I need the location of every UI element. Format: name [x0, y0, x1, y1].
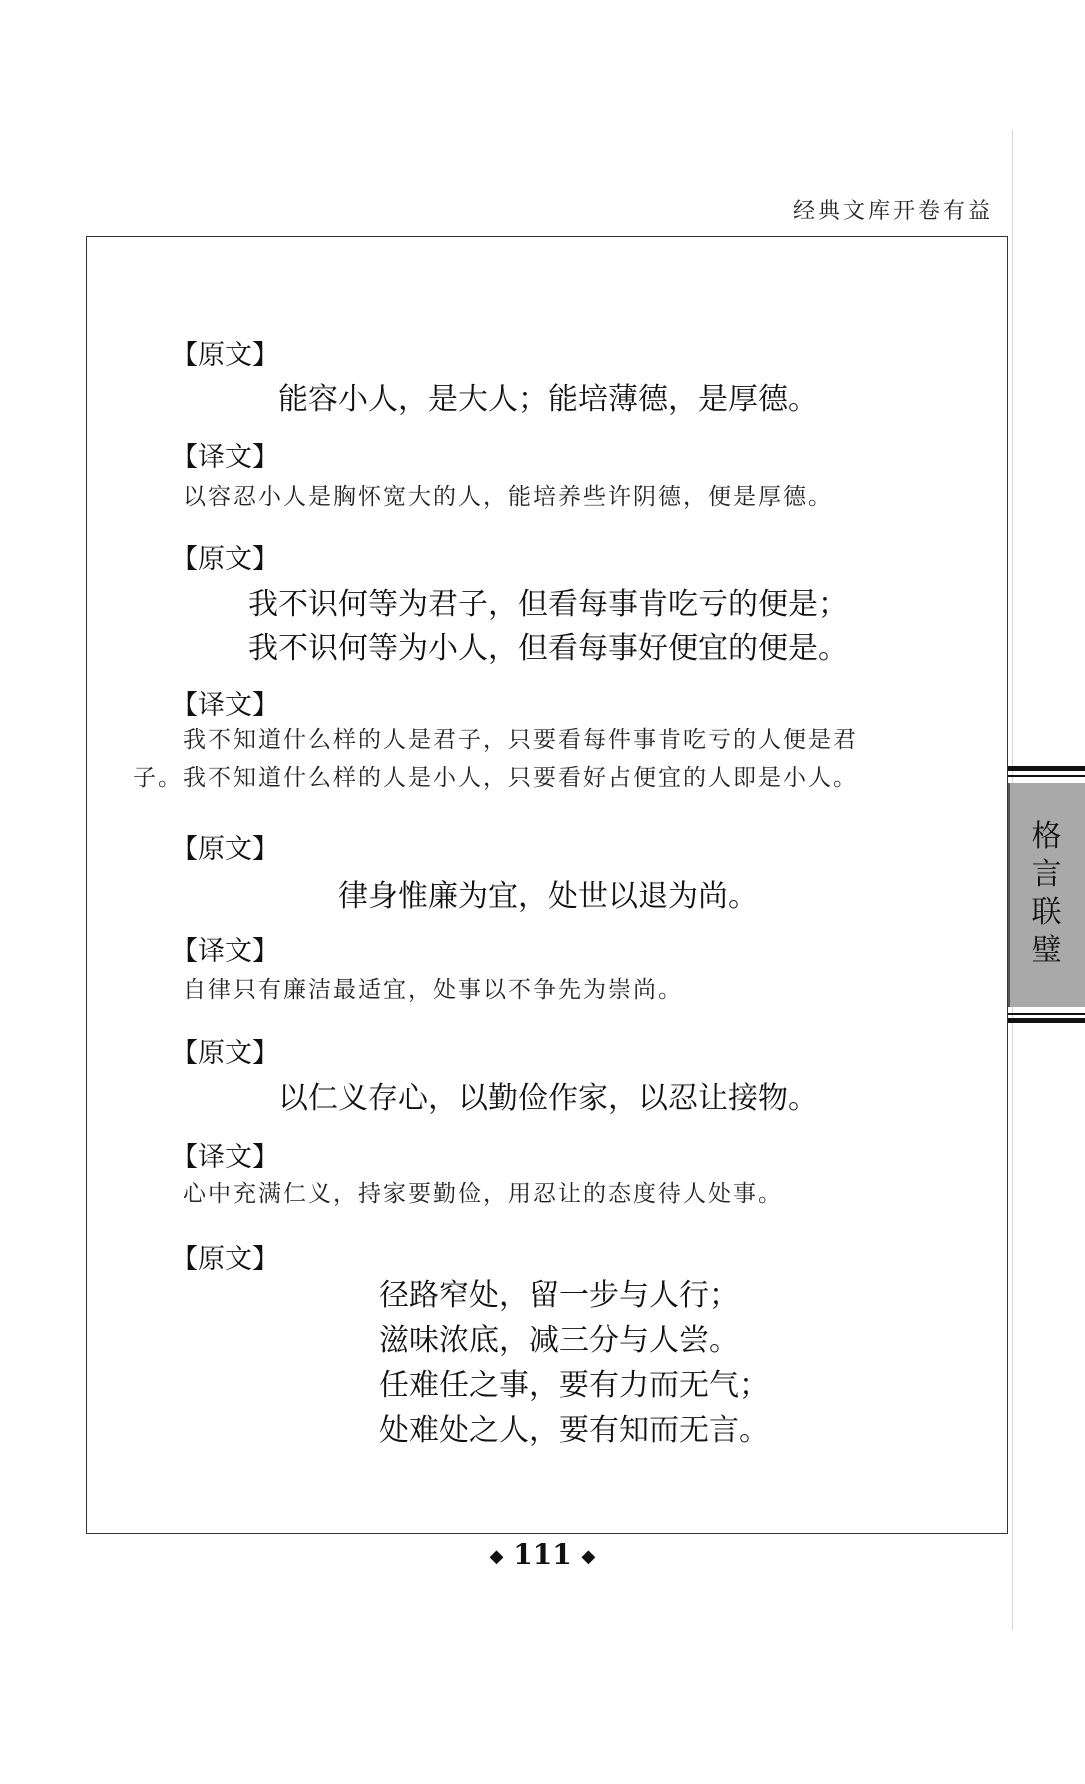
translation-paragraph: 我不知道什么样的人是君子，只要看每件事肯吃亏的人便是君子。我不知道什么样的人是小人，只要看好占便宜的人即是小人。: [133, 727, 858, 791]
verse-line: 处难处之人，要有知而无言。: [379, 1413, 769, 1448]
entry-label: 【原文】: [171, 340, 279, 371]
entry-label: 【译文】: [171, 1142, 279, 1173]
tab-rule-top-thin: [1008, 775, 1085, 777]
chapter-side-tab: [1008, 766, 1085, 1024]
translation-text: 以容忍小人是胸怀宽大的人，能培养些许阴德，便是厚德。: [183, 484, 833, 510]
translation-text: 心中充满仁义，持家要勤俭，用忍让的态度待人处事。: [183, 1181, 783, 1207]
entry-label: 【译文】: [171, 690, 279, 721]
verse-line: 径路窄处，留一步与人行；: [379, 1278, 739, 1313]
tab-char: 格: [1031, 819, 1062, 854]
entry-label: 【原文】: [171, 1244, 279, 1275]
original-text: 以仁义存心，以勤俭作家，以忍让接物。: [278, 1081, 818, 1116]
original-text: 我不识何等为小人，但看每事好便宜的便是。: [248, 631, 848, 666]
entry-label: 【译文】: [171, 936, 279, 967]
entry-label: 【原文】: [171, 1038, 279, 1069]
entry-label: 【译文】: [171, 442, 279, 473]
entry-label: 【原文】: [171, 544, 279, 575]
tab-char: 言: [1031, 857, 1062, 892]
tab-char: 联: [1031, 895, 1062, 930]
diamond-icon: ◆: [581, 1546, 596, 1567]
original-text: 我不识何等为君子，但看每事肯吃亏的便是；: [248, 587, 848, 622]
content-frame: [86, 236, 1008, 1534]
page-number: [0, 1538, 1085, 1571]
running-header: 经典文库开卷有益: [792, 199, 993, 224]
verse-line: 任难任之事，要有力而无气；: [379, 1368, 769, 1403]
chapter-title-vertical: [1008, 818, 1085, 970]
page-number-value: 111: [513, 1538, 572, 1571]
tab-rule-top: [1008, 766, 1085, 771]
translation-text: 自律只有廉洁最适宜，处事以不争先为崇尚。: [183, 977, 683, 1003]
original-verse: [379, 1273, 799, 1453]
tab-rule-bottom-thin: [1008, 1013, 1085, 1015]
entry-label: 【原文】: [171, 834, 279, 865]
tab-rule-bottom: [1008, 1018, 1085, 1023]
original-text: 能容小人，是大人；能培薄德，是厚德。: [278, 382, 818, 417]
verse-line: 滋味浓底，减三分与人尝。: [379, 1323, 739, 1358]
original-text: 律身惟廉为宜，处世以退为尚。: [338, 879, 758, 914]
tab-char: 璧: [1031, 933, 1062, 968]
diamond-icon: ◆: [489, 1546, 504, 1567]
